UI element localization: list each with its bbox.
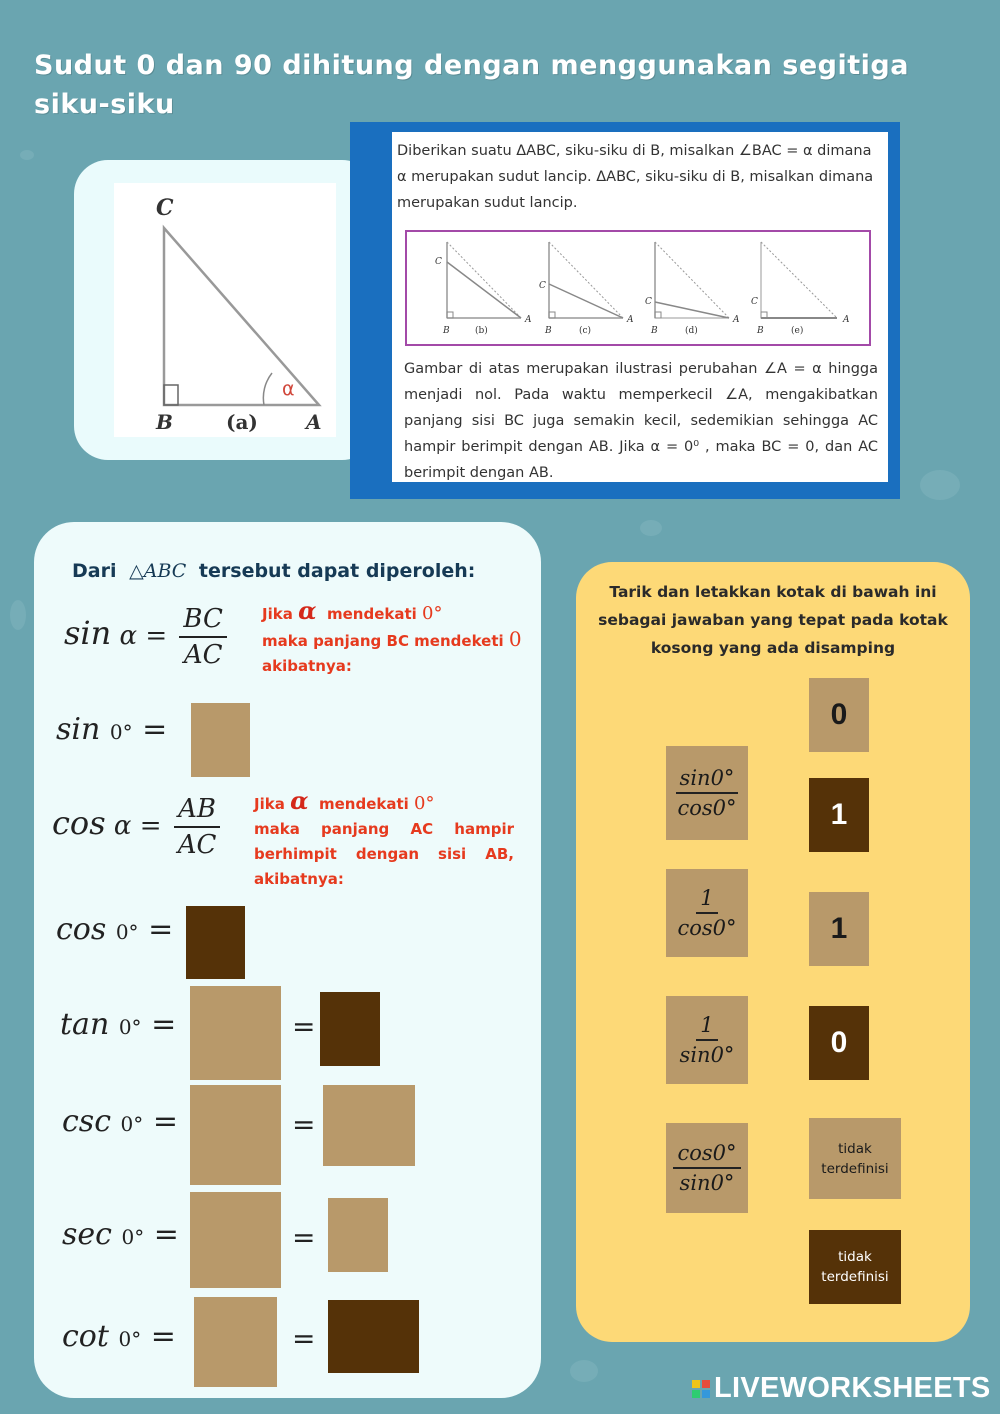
answer-card-1[interactable]: 1 — [809, 892, 869, 966]
csc-zero-value-dropzone[interactable] — [323, 1085, 415, 1166]
cot-zero-fraction-dropzone[interactable] — [194, 1297, 277, 1387]
small-figure-d — [645, 242, 740, 336]
svg-text:(b): (b) — [475, 326, 488, 336]
fraction-card-one-over-sin[interactable]: $\frac{1}{\sin 0^\circ}$ — [666, 996, 748, 1084]
vertex-c-label: C — [156, 195, 174, 221]
angle-change-illustrations — [407, 232, 869, 344]
equals-sign: = — [292, 1221, 316, 1254]
small-figure-b — [435, 242, 532, 336]
note-cos: Jika α mendekati 0° maka panjang AC hampir berhimpit dengan sisi AB, akibatnya: — [254, 786, 514, 888]
figure-caption: (a) — [226, 410, 258, 434]
sin-zero-dropzone[interactable] — [191, 703, 250, 777]
bg-speck — [570, 1360, 598, 1382]
answer-card-undefined[interactable]: tidak terdefinisi — [809, 1118, 901, 1199]
equals-sign: = — [292, 1322, 316, 1355]
bg-speck — [10, 600, 26, 630]
triangle-symbol: △ABC — [129, 560, 187, 582]
sec-zero-value-dropzone[interactable] — [328, 1198, 388, 1272]
right-triangle-diagram — [114, 183, 336, 437]
svg-text:(c): (c) — [579, 326, 592, 336]
info-paragraph-1: Diberikan suatu ΔABC, siku-siku di B, misalkan ∠BAC = α dimana α merupakan sudut lancip. ΔABC, siku-siku di B, misalkan dimana merupakan sudut lancip. — [397, 143, 874, 211]
sin-zero-label: sin 0° = — [56, 712, 168, 747]
sec-zero-label: sec 0° = — [62, 1217, 179, 1252]
svg-text:A: A — [843, 315, 850, 325]
svg-text:(d): (d) — [685, 326, 698, 336]
equals-sign: = — [292, 1108, 316, 1141]
info-box — [350, 122, 900, 499]
page-title: Sudut 0 dan 90 dihitung dengan menggunakan segitiga siku-siku — [34, 50, 909, 120]
answer-card-undefined[interactable]: tidak terdefinisi — [809, 1230, 901, 1304]
svg-text:B: B — [443, 326, 450, 336]
sin-alpha-formula: sin α = $\frac{BC}{AC}$ — [64, 604, 231, 670]
small-figure-c — [539, 242, 634, 336]
tan-zero-label: tan 0° = — [60, 1007, 177, 1042]
svg-text:A: A — [525, 315, 532, 325]
svg-text:C: C — [751, 297, 758, 307]
svg-text:B: B — [651, 326, 658, 336]
bg-speck — [20, 150, 34, 160]
derivation-heading: Dari △ABC tersebut dapat diperoleh: — [72, 560, 476, 582]
triangle-figure-card — [74, 160, 376, 460]
svg-text:A: A — [733, 315, 740, 325]
illustration-frame — [405, 230, 871, 346]
cot-zero-value-dropzone[interactable] — [328, 1300, 419, 1373]
derivation-card — [34, 522, 541, 1398]
cos-zero-label: cos 0° = — [56, 912, 174, 947]
bg-speck — [640, 520, 662, 536]
small-figure-e — [751, 242, 850, 336]
svg-text:C: C — [645, 297, 652, 307]
equals-sign: = — [292, 1010, 316, 1043]
cot-zero-label: cot 0° = — [62, 1319, 176, 1354]
csc-zero-label: csc 0° = — [62, 1104, 178, 1139]
tan-zero-value-dropzone[interactable] — [320, 992, 380, 1066]
answer-card-0[interactable]: 0 — [809, 1006, 869, 1080]
cos-alpha-formula: cos α = $\frac{AB}{AC}$ — [52, 794, 224, 860]
liveworksheets-logo: LIVEWORKSHEETS — [692, 1372, 991, 1405]
svg-text:A: A — [627, 315, 634, 325]
info-paragraph-2: Gambar di atas merupakan ilustrasi perubahan ∠A = α hingga menjadi nol. Pada waktu memperkecil ∠A, mengakibatkan panjang sisi BC juga semakin kecil, sedemikian sehingga AC hampir berimpit dengan AB. Jika α = 0⁰ , maka BC = 0, dan AC berimpit dengan AB. — [404, 361, 878, 481]
csc-zero-fraction-dropzone[interactable] — [190, 1085, 281, 1185]
alpha-label: α — [282, 378, 295, 400]
vertex-b-label: B — [156, 410, 173, 434]
triangle-figure — [114, 183, 336, 437]
info-box-content — [392, 132, 888, 482]
vertex-a-label: A — [306, 410, 322, 434]
tan-zero-fraction-dropzone[interactable] — [190, 986, 281, 1080]
svg-text:B: B — [757, 326, 764, 336]
liveworksheets-logo-icon — [692, 1380, 710, 1398]
cos-zero-dropzone[interactable] — [186, 906, 245, 979]
answer-bank-card — [576, 562, 970, 1342]
svg-text:C: C — [435, 257, 442, 267]
sec-zero-fraction-dropzone[interactable] — [190, 1192, 281, 1288]
fraction-card-sin-over-cos[interactable]: $\frac{\sin 0^\circ}{\cos 0^\circ}$ — [666, 746, 748, 840]
answer-bank-instruction: Tarik dan letakkan kotak di bawah ini sebagai jawaban yang tepat pada kotak kosong yang ada disamping — [598, 583, 948, 657]
fraction-card-one-over-cos[interactable]: $\frac{1}{\cos 0^\circ}$ — [666, 869, 748, 957]
bg-speck — [920, 470, 960, 500]
note-sin: Jika α mendekati 0° maka panjang BC mendeketi 0 akibatnya: — [262, 596, 522, 675]
svg-text:(e): (e) — [791, 326, 804, 336]
answer-card-1[interactable]: 1 — [809, 778, 869, 852]
answer-card-0[interactable]: 0 — [809, 678, 869, 752]
fraction-card-cos-over-sin[interactable]: $\frac{\cos 0^\circ}{\sin 0^\circ}$ — [666, 1123, 748, 1213]
svg-text:B: B — [545, 326, 552, 336]
svg-text:C: C — [539, 281, 546, 291]
